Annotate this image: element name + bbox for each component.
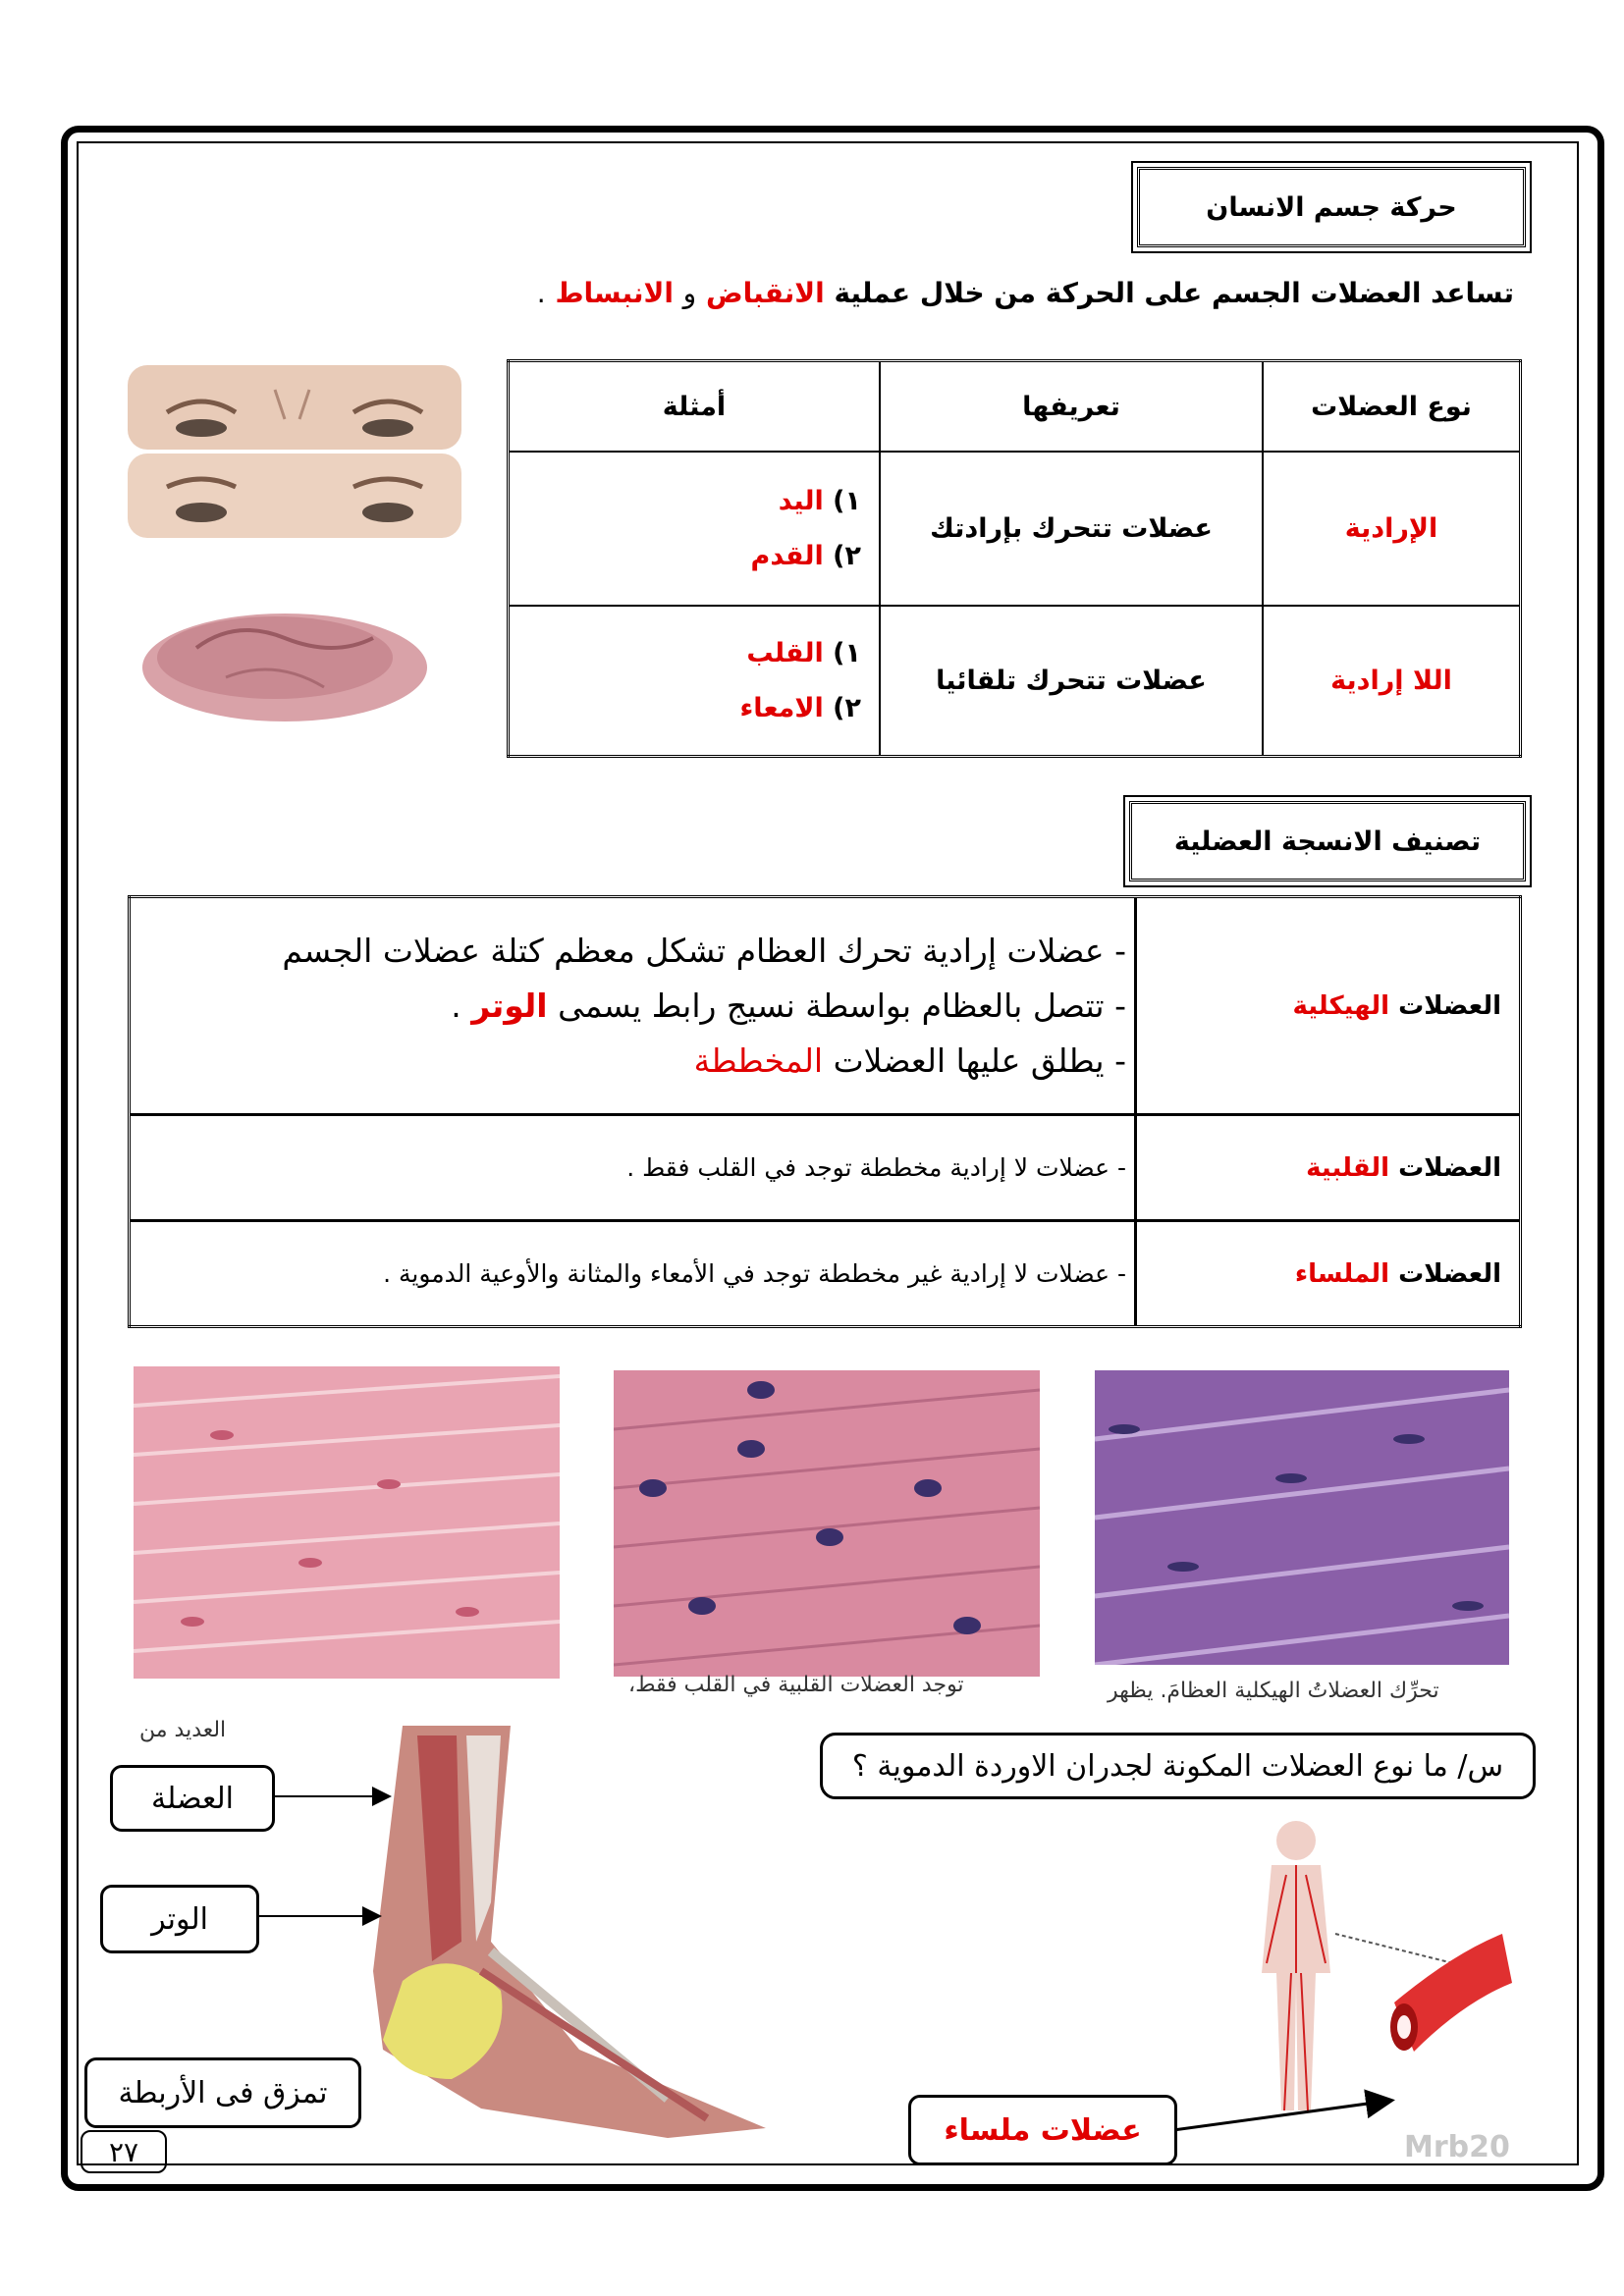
example-heart: القلب — [746, 637, 824, 668]
circulatory-system-illustration — [1227, 1816, 1522, 2140]
caption-smooth: العديد من — [139, 1718, 227, 1742]
desc-line: - عضلات إرادية تحرك العظام تشكل معظم كتلة عضلات الجسم — [282, 931, 1126, 970]
smooth-muscle-micrograph — [134, 1366, 560, 1679]
desc-tendon: الوتر — [471, 986, 548, 1025]
tissue-smooth-desc: - عضلات لا إرادية غير مخططة توجد في الأمعاء والمثانة والأوعية الدموية . — [130, 1221, 1136, 1327]
tissue-name: الهيكلية — [1292, 990, 1390, 1021]
tissue-smooth — [1136, 1221, 1521, 1327]
tissue-name: القلبية — [1306, 1152, 1390, 1183]
example-num: ١) — [833, 485, 861, 516]
type-involuntary: اللا إرادية — [1263, 606, 1521, 756]
section-title-human-movement — [1137, 167, 1526, 247]
examples-involuntary — [509, 606, 881, 756]
caption-skeletal: تحرِّك العضلاتُ الهيكلية العظامَ. يظهر — [1108, 1679, 1439, 1703]
table-row — [130, 1221, 1521, 1327]
example-num: ٢) — [833, 540, 861, 571]
intro-sentence — [537, 277, 1514, 309]
face-muscle-photo — [128, 365, 461, 538]
desc-text: - يطلق عليها العضلات — [833, 1041, 1126, 1080]
page-number: ٢٧ — [81, 2130, 167, 2173]
intro-end: . — [536, 277, 546, 309]
section-title-text: حركة جسم الانسان — [1206, 191, 1457, 223]
intro-relaxation: الانبساط — [555, 277, 674, 309]
intro-contraction: الانقباض — [705, 277, 825, 309]
watermark: Mrb20 — [1404, 2130, 1510, 2164]
tissue-prefix: العضلات — [1398, 1152, 1501, 1183]
table-row — [509, 452, 1521, 606]
desc-text: . — [451, 986, 461, 1025]
tissue-prefix: العضلات — [1398, 1258, 1501, 1289]
table-row — [130, 897, 1521, 1115]
header-examples: أمثلة — [509, 361, 881, 453]
heart-photo — [137, 589, 432, 726]
section-title-tissue-classification — [1129, 801, 1526, 881]
example-num: ٢) — [833, 692, 861, 723]
example-foot: القدم — [750, 540, 824, 571]
tissue-skeletal-desc — [130, 897, 1136, 1115]
header-definition: تعريفها — [880, 361, 1263, 453]
desc-line — [132, 1034, 1126, 1089]
question-box: س/ ما نوع العضلات المكونة لجدران الاوردة الدموية ؟ — [820, 1733, 1536, 1799]
example-hand: اليد — [778, 485, 824, 516]
examples-voluntary — [509, 452, 881, 606]
tissue-cardiac-desc: - عضلات لا إرادية مخططة توجد في القلب فقط . — [130, 1115, 1136, 1221]
tissue-skeletal — [1136, 897, 1521, 1115]
definition-voluntary: عضلات تتحرك بإرادتك — [880, 452, 1263, 606]
tissue-classification-table — [128, 895, 1522, 1328]
tissue-cardiac — [1136, 1115, 1521, 1221]
table-row — [509, 606, 1521, 756]
skeletal-muscle-micrograph — [1095, 1370, 1509, 1665]
definition-involuntary: عضلات تتحرك تلقائيا — [880, 606, 1263, 756]
example-num: ١) — [833, 637, 861, 668]
type-voluntary: الإرادية — [1263, 452, 1521, 606]
desc-striated: المخططة — [693, 1041, 824, 1080]
intro-conj: و — [682, 277, 697, 309]
muscle-types-table — [507, 359, 1522, 758]
intro-text: تساعد العضلات الجسم على الحركة من خلال عملية — [834, 277, 1514, 309]
desc-text: - تتصل بالعظام بواسطة نسيج رابط يسمى — [558, 986, 1126, 1025]
label-muscle: العضلة — [110, 1765, 275, 1832]
section-title-text: تصنيف الانسجة العضلية — [1173, 826, 1482, 857]
table-row — [130, 1115, 1521, 1221]
caption-cardiac: توجد العضلات القلبية في القلب فقط، — [628, 1673, 964, 1697]
header-type: نوع العضلات — [1263, 361, 1521, 453]
label-smooth-muscle: عضلات ملساء — [908, 2095, 1177, 2165]
cardiac-muscle-micrograph — [614, 1370, 1040, 1677]
label-tendon: الوتر — [100, 1885, 259, 1953]
desc-line — [132, 979, 1126, 1034]
tissue-prefix: العضلات — [1398, 990, 1501, 1021]
example-intestines: الامعاء — [739, 692, 824, 723]
label-ligament-tear: تمزق فى الأربطة — [84, 2057, 361, 2128]
tissue-name: الملساء — [1294, 1258, 1390, 1289]
